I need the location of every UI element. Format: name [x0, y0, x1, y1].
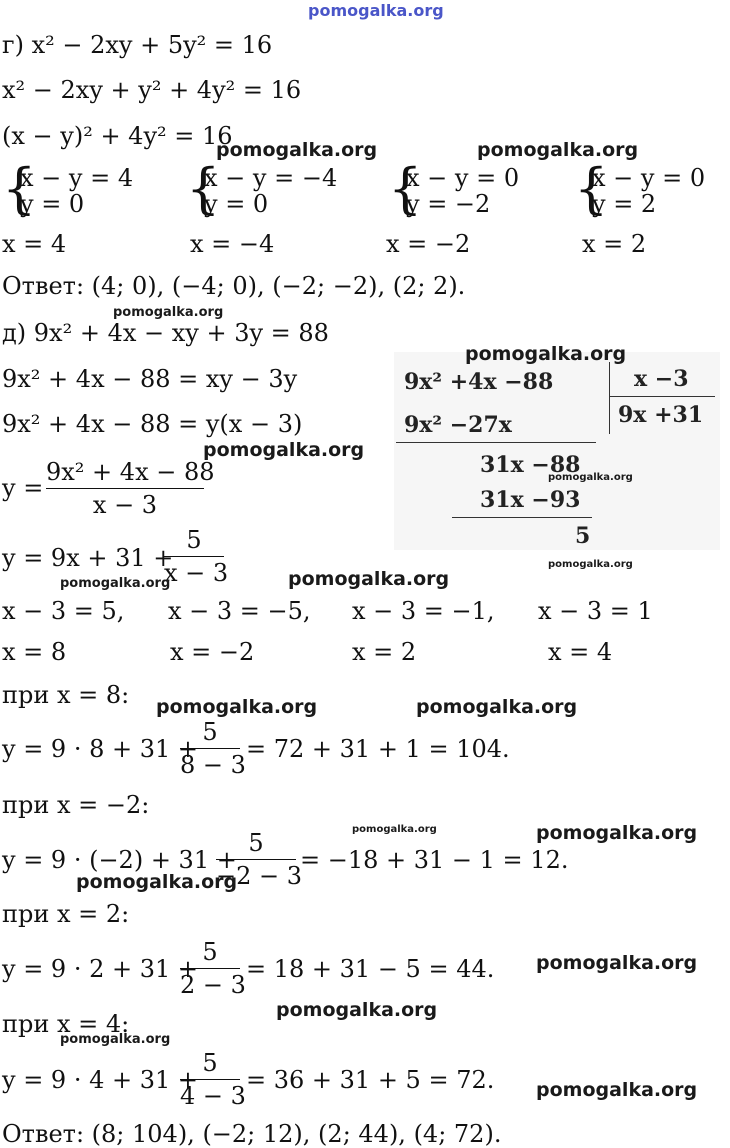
condition: при x = 8: — [2, 681, 130, 709]
x-value: x = −4 — [190, 230, 275, 258]
calc-fraction: 5 8 − 3 — [180, 718, 246, 779]
division-quotient: 9x +31 — [618, 402, 704, 428]
watermark: pomogalka.org — [465, 343, 627, 365]
part-g-equation: г) x² − 2xy + 5y² = 16 — [2, 31, 273, 59]
case: x − 3 = 5, — [2, 597, 125, 625]
watermark: pomogalka.org — [60, 1032, 171, 1047]
condition: при x = 4: — [2, 1010, 130, 1038]
watermark: pomogalka.org — [276, 999, 438, 1021]
watermark: pomogalka.org — [477, 139, 639, 161]
part-d-equation: д) 9x² + 4x − xy + 3y = 88 — [2, 319, 329, 347]
x-value: x = 8 — [2, 638, 67, 666]
calc-lhs: y = 9 · 4 + 31 + — [2, 1066, 198, 1094]
x-value: x = 4 — [548, 638, 613, 666]
part-g-step2: (x − y)² + 4y² = 16 — [2, 122, 233, 150]
division-quotient-line — [609, 396, 715, 397]
division-subtrahend-2: 31x −93 — [480, 487, 581, 513]
calc-result: = −18 + 31 − 1 = 12. — [300, 846, 569, 874]
calc-lhs: y = 9 · 8 + 31 + — [2, 735, 198, 763]
watermark: pomogalka.org — [416, 696, 578, 718]
calc-result: = 72 + 31 + 1 = 104. — [246, 735, 510, 763]
watermark: pomogalka.org — [548, 472, 633, 483]
division-dividend: 9x² +4x −88 — [404, 369, 554, 395]
case: x − 3 = 1 — [538, 597, 653, 625]
calc-lhs: y = 9 · (−2) + 31 + — [2, 846, 237, 874]
division-line-1 — [396, 442, 596, 443]
calc-fraction: 5 2 − 3 — [180, 938, 246, 999]
x-value: x = 2 — [582, 230, 647, 258]
x-value: x = 2 — [352, 638, 417, 666]
part-g-answer: Ответ: (4; 0), (−4; 0), (−2; −2), (2; 2). — [2, 272, 466, 300]
x-value: x = −2 — [170, 638, 255, 666]
x-value: x = 4 — [2, 230, 67, 258]
division-remainder-1: 31x −88 — [480, 452, 581, 478]
calc-result: = 18 + 31 − 5 = 44. — [246, 955, 495, 983]
y-fraction: 9x² + 4x − 88 x − 3 — [46, 458, 215, 519]
part-d-step1: 9x² + 4x − 88 = xy − 3y — [2, 365, 298, 393]
division-subtrahend-1: 9x² −27x — [404, 412, 512, 438]
watermark: pomogalka.org — [203, 439, 365, 461]
y-split-lhs: y = 9x + 31 + — [2, 544, 174, 572]
case: x − 3 = −5, — [168, 597, 311, 625]
watermark: pomogalka.org — [76, 871, 238, 893]
division-divisor: x −3 — [634, 366, 689, 392]
part-d-step2: 9x² + 4x − 88 = y(x − 3) — [2, 410, 303, 438]
watermark: pomogalka.org — [156, 696, 318, 718]
watermark: pomogalka.org — [113, 305, 224, 320]
watermark: pomogalka.org — [60, 576, 171, 591]
calc-fraction: 5 −2 − 3 — [216, 829, 303, 890]
condition: при x = −2: — [2, 791, 150, 819]
condition: при x = 2: — [2, 900, 130, 928]
calc-lhs: y = 9 · 2 + 31 + — [2, 955, 198, 983]
part-g-step1: x² − 2xy + y² + 4y² = 16 — [2, 76, 302, 104]
x-value: x = −2 — [386, 230, 471, 258]
case: x − 3 = −1, — [352, 597, 495, 625]
watermark: pomogalka.org — [216, 139, 378, 161]
part-d-answer: Ответ: (8; 104), (−2; 12), (2; 44), (4; 72). — [2, 1120, 502, 1148]
watermark: pomogalka.org — [548, 559, 633, 570]
y-split-fraction: 5 x − 3 — [164, 526, 229, 587]
y-lhs: y = — [2, 474, 44, 502]
division-bracket — [609, 362, 610, 434]
watermark-top: pomogalka.org — [308, 1, 444, 20]
watermark: pomogalka.org — [536, 1079, 698, 1101]
calc-result: = 36 + 31 + 5 = 72. — [246, 1066, 495, 1094]
watermark: pomogalka.org — [536, 822, 698, 844]
division-line-2 — [452, 517, 592, 518]
watermark: pomogalka.org — [288, 568, 450, 590]
calc-fraction: 5 4 − 3 — [180, 1049, 246, 1110]
division-remainder-2: 5 — [575, 523, 591, 549]
watermark: pomogalka.org — [536, 952, 698, 974]
watermark: pomogalka.org — [352, 824, 437, 835]
